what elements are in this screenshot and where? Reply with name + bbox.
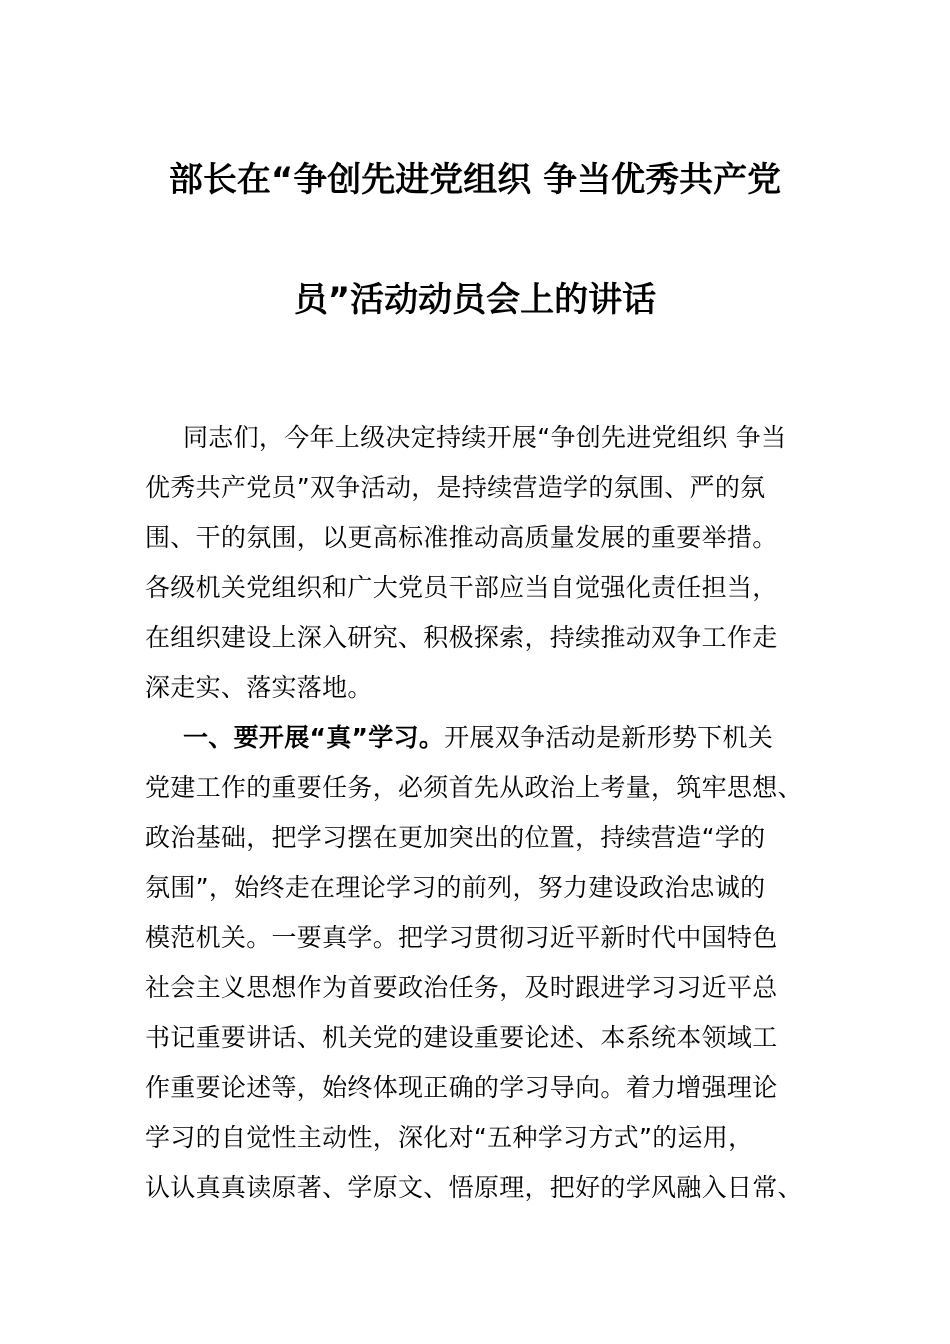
paragraph-1-line-5: 在组织建设上深入研究、积极探索，持续推动双争工作走 (145, 623, 778, 652)
document-title-line-1: 部长在“争创先进党组织 争当优秀共产党 (168, 160, 782, 200)
document-title-line-2: 员”活动动员会上的讲话 (293, 280, 657, 320)
paragraph-2-line-3: 政治基础，把学习摆在更加突出的位置，持续营造“学的 (145, 823, 766, 852)
paragraph-2-line-9: 学习的自觉性主动性，深化对“五种学习方式”的运用， (145, 1123, 754, 1152)
paragraph-1-line-3: 围、干的氛围，以更高标准推动高质量发展的重要举措。 (145, 523, 778, 552)
paragraph-2-line-4: 氛围”，始终走在理论学习的前列，努力建设政治忠诚的 (145, 873, 766, 902)
paragraph-2-line-1 (183, 722, 773, 754)
paragraph-2-line-8: 作重要论述等，始终体现正确的学习导向。着力增强理论 (145, 1073, 778, 1102)
paragraph-2-line-1-text: 开展双争活动是新形势下机关 (444, 723, 774, 752)
paragraph-1-line-1: 同志们，今年上级决定持续开展“争创先进党组织 争当 (183, 423, 787, 452)
paragraph-1-line-4: 各级机关党组织和广大党员干部应当自觉强化责任担当， (145, 573, 778, 602)
paragraph-2-line-2: 党建工作的重要任务，必须首先从政治上考量，筑牢思想、 (145, 773, 803, 802)
paragraph-2-line-6: 社会主义思想作为首要政治任务，及时跟进学习习近平总 (145, 973, 778, 1002)
paragraph-2-line-5: 模范机关。一要真学。把学习贯彻习近平新时代中国特色 (145, 923, 778, 952)
paragraph-1-line-6: 深走实、落实落地。 (145, 673, 373, 702)
paragraph-1-line-2: 优秀共产党员”双争活动，是持续营造学的氛围、严的氛 (145, 473, 766, 502)
paragraph-2-line-10: 认认真真读原著、学原文、悟原理，把好的学风融入日常、 (145, 1173, 803, 1202)
paragraph-2-line-7: 书记重要讲话、机关党的建设重要论述、本系统本领域工 (145, 1023, 778, 1052)
section-heading: 一、要开展“真”学习。 (183, 723, 445, 752)
